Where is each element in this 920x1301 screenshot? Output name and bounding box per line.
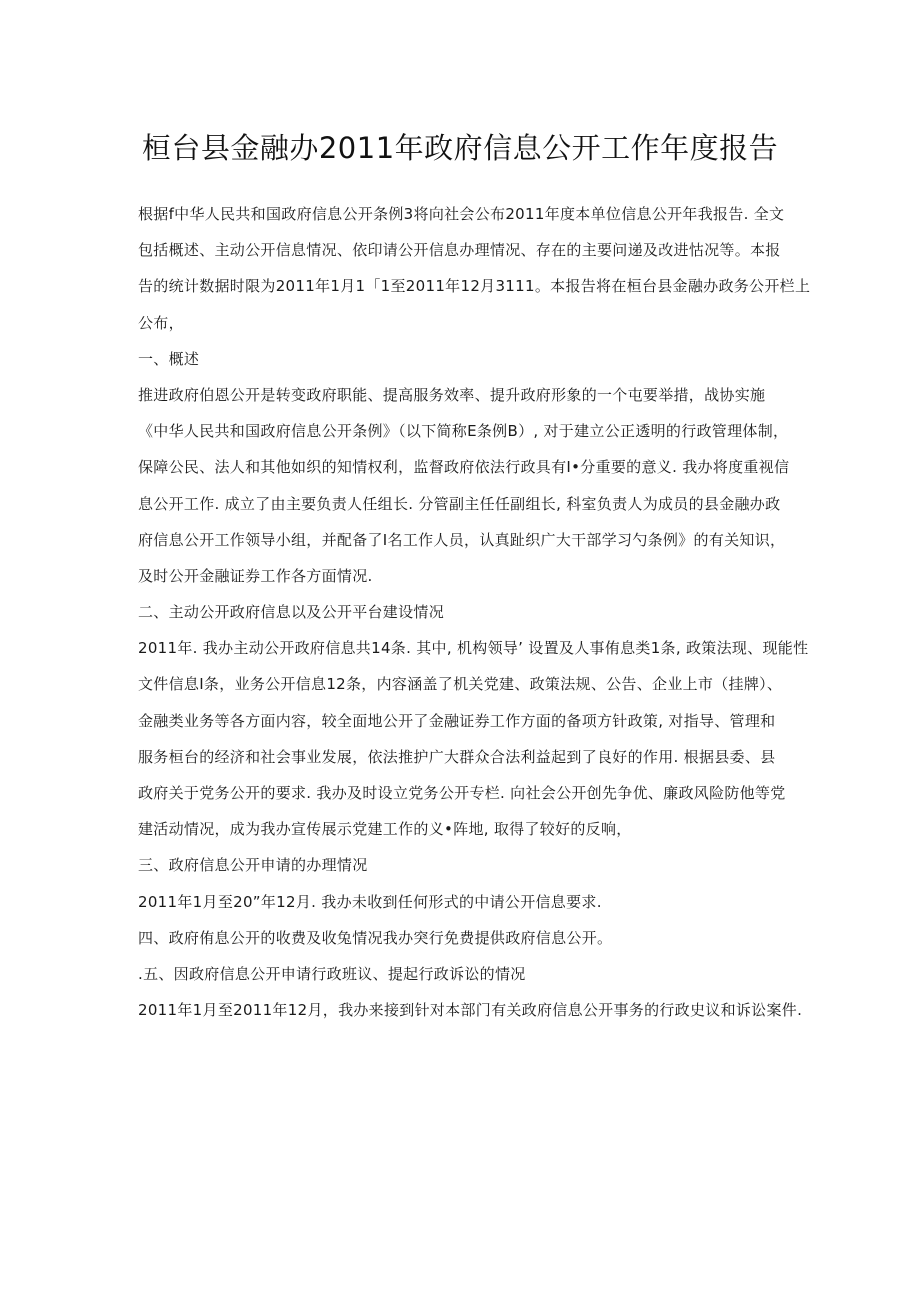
- paragraph-line: 告的统计数据时限为2011年1月1「1至2011年12月3111。本报告将在桓台县金融办政务公开栏上: [138, 277, 811, 296]
- paragraph-line: 公布，: [138, 313, 184, 332]
- paragraph-line: 2011年. 我办主动公开政府信息共14条. 其中, 机构领导’ 设置及人事侑息类1条, 政策法现、现能性: [138, 639, 809, 658]
- paragraph-line: 根据f中华人民共和国政府信息公开条例3将向社会公布2011年度本单位信息公开年我报告. 全文: [138, 205, 785, 223]
- section-heading-requests: 三、政府信息公开申请的办理情况: [138, 856, 368, 875]
- section-heading-proactive-disclosure: 二、主动公开政府信息以及公开平台建设情况: [138, 603, 445, 622]
- paragraph-line: 文件信息I条，业务公开信息12条，内容涵盖了机关党建、政策法规、公告、企业上市（挂牌）、: [138, 675, 783, 694]
- paragraph-line: 息公开工作. 成立了由主要负责人任组长. 分管副主任任副组长, 科室负责人为成员的县金融办政: [138, 494, 781, 513]
- paragraph-line: 及时公开金融证券工作各方面情况.: [138, 566, 373, 585]
- paragraph-line: 服务桓台的经济和社会事业发展，依法推护广大群众合法利益起到了良好的作用. 根据县委、县: [138, 747, 776, 766]
- paragraph-line: 包括概述、主动公开信息情况、依印请公开信息办理情况、存在的主要问递及改进怙况等。本报: [138, 241, 781, 260]
- document-title: 桓台县金融办2011年政府信息公开工作年度报告: [141, 131, 779, 165]
- paragraph-line: 2011年1月至2011年12月，我办来接到针对本部门有关政府信息公开事务的行政史议和诉讼案件.: [138, 1001, 803, 1020]
- paragraph-line: 金融类业务等各方面内容，较全面地公开了金融证券工作方面的备项方针政策, 对指导、管理和: [138, 711, 776, 730]
- paragraph-line: 《中华人民共和国政府信息公开条例》（以下简称E条例B）, 对于建立公正透明的行政管理体制，: [138, 422, 789, 441]
- paragraph-line: 保障公民、法人和其他如织的知情权利，监督政府依法行政具有I•分重要的意义. 我办将度重视信: [138, 458, 790, 477]
- paragraph-line: 2011年1月至20”年12月. 我办未收到任何形式的中请公开信息要求.: [138, 892, 602, 911]
- section-heading-reconsideration: .五、因政府信息公开申请行政班议、提起行政诉讼的情况: [138, 964, 526, 983]
- document-body: [138, 196, 811, 1028]
- paragraph-line: 推进政府伯恩公开是转变政府职能、提高服务效率、提升政府形象的一个屯要举措，战协实施: [138, 385, 766, 404]
- section-heading-fees: 四、政府侑息公开的收费及收兔情况我办突行免费提供政府信息公开。: [138, 928, 613, 947]
- paragraph-line: 府信息公开工作领导小组，并配备了I名工作人员，认真趾织广大干部学习勺条例》的有关知识，: [138, 530, 786, 549]
- paragraph-line: 政府关于党务公开的要求. 我办及时设立党务公开专栏. 向社会公开创先争优、廉政风险防他等党: [138, 784, 786, 802]
- paragraph-line: 建活动情况，成为我办宣传展示党建工作的义•阵地, 取得了较好的反响，: [138, 820, 632, 839]
- section-heading-overview: 一、概述: [138, 349, 200, 368]
